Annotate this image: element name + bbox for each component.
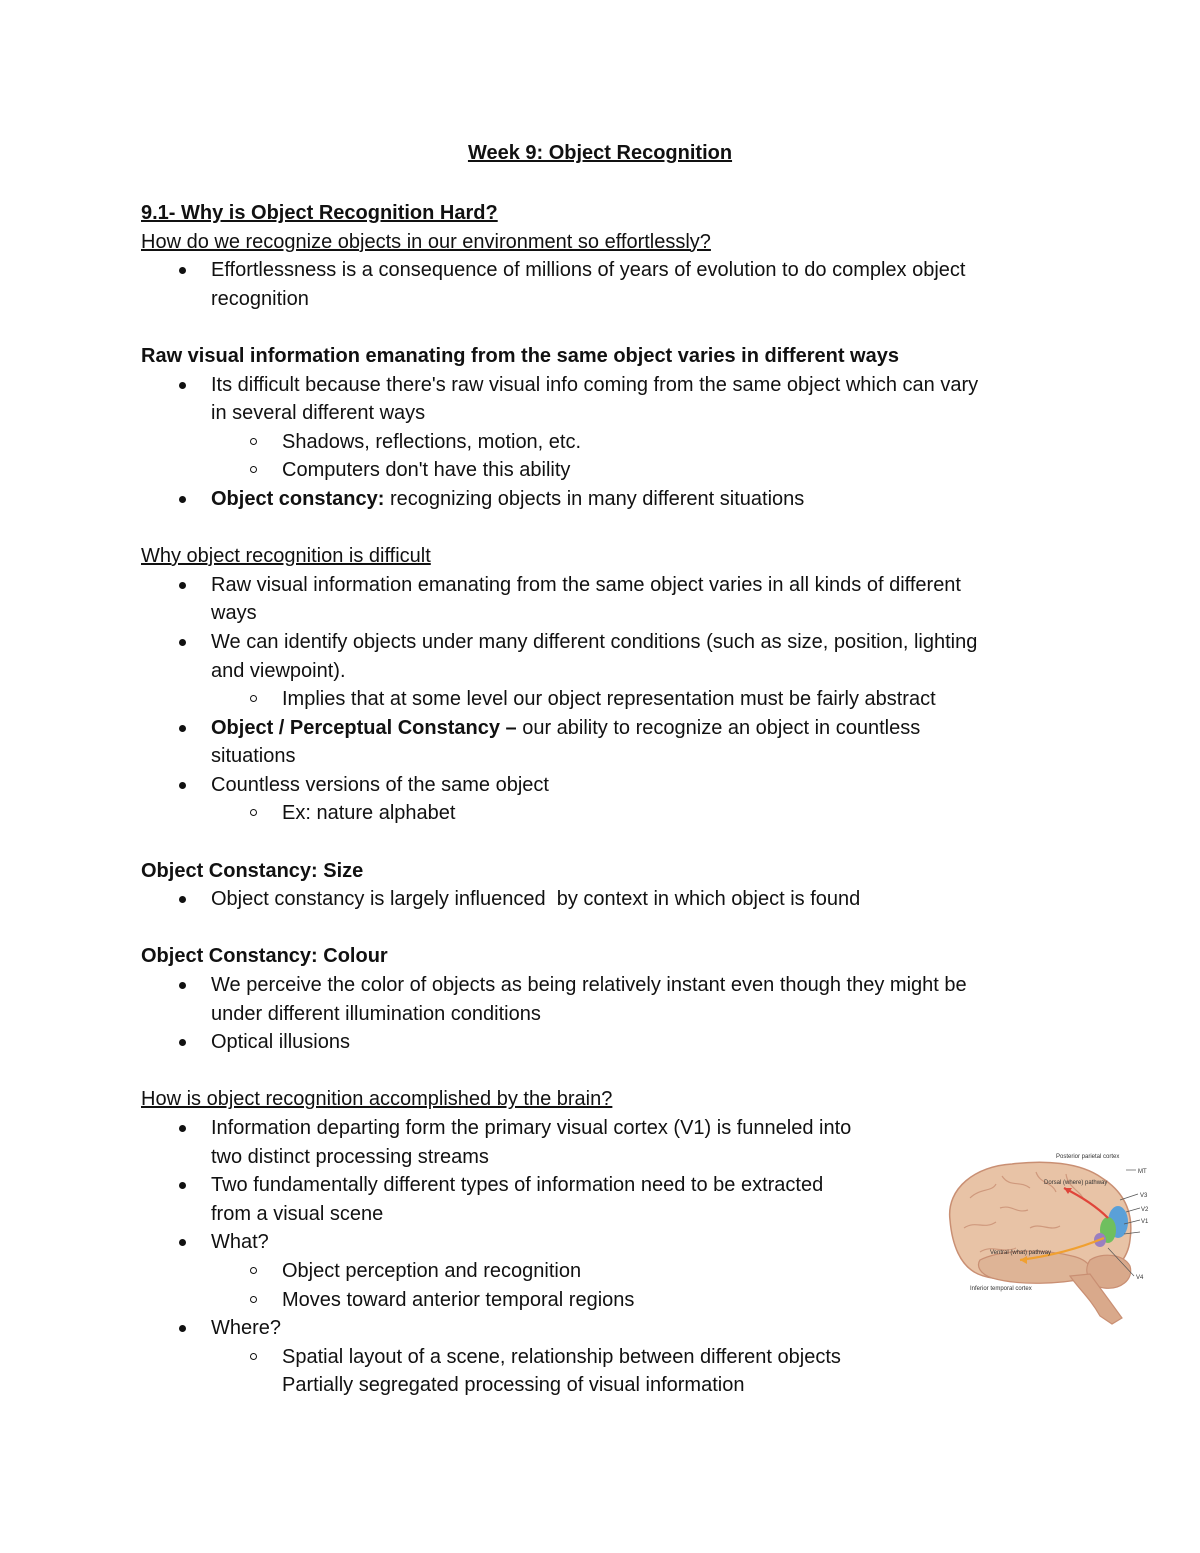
label-ventral-pathway: Ventral (what) pathway xyxy=(990,1250,1052,1256)
bullet-icon xyxy=(179,1039,186,1046)
bullet-icon xyxy=(179,639,186,646)
list-item: Object / Perceptual Constancy – our ability to recognize an object in countless situations xyxy=(141,714,1061,771)
list-item: Raw visual information emanating from the same object varies in all kinds of different ways xyxy=(141,571,1061,628)
list-item: We perceive the color of objects as being relatively instant even though they might be under different illumination conditions xyxy=(141,971,1061,1028)
list-item: Where? xyxy=(141,1314,1061,1343)
list-item: Two fundamentally different types of information need to be extracted from a visual scene xyxy=(141,1171,1061,1228)
list-item: We can identify objects under many different conditions (such as size, position, lighting and viewpoint). xyxy=(141,628,1061,685)
label-posterior-parietal: Posterior parietal cortex xyxy=(1056,1154,1120,1160)
sub-list-item: Moves toward anterior temporal regions xyxy=(141,1286,1061,1315)
circle-bullet-icon xyxy=(250,1353,257,1360)
bullet-icon xyxy=(179,1182,186,1189)
bullet-icon xyxy=(179,267,186,274)
bullet-icon xyxy=(179,725,186,732)
sub-list-item: Shadows, reflections, motion, etc. xyxy=(141,428,1061,457)
section-heading-raw-visual: Raw visual information emanating from the same object varies in different ways xyxy=(141,344,899,367)
list-item: Object constancy: recognizing objects in many different situations xyxy=(141,485,1061,514)
label-v4: V4 xyxy=(1136,1275,1144,1281)
label-mt: MT xyxy=(1138,1169,1147,1175)
circle-bullet-icon xyxy=(250,1296,257,1303)
circle-bullet-icon xyxy=(250,1267,257,1274)
section-heading-brain: How is object recognition accomplished by the brain? xyxy=(141,1088,613,1111)
list-item: Object constancy is largely influenced by context in which object is found xyxy=(141,885,1061,914)
circle-bullet-icon xyxy=(250,438,257,445)
term-perceptual-constancy: Object / Perceptual Constancy – xyxy=(211,716,517,739)
list-item: Effortlessness is a consequence of millions of years of evolution to do complex object recognition xyxy=(141,256,1061,313)
bullet-icon xyxy=(179,582,186,589)
list-item: Information departing form the primary visual cortex (V1) is funneled into two distinct processing streams xyxy=(141,1114,1061,1171)
label-v3: V3 xyxy=(1140,1193,1148,1199)
label-v1: V1 xyxy=(1141,1219,1149,1225)
sub-list-item: Ex: nature alphabet xyxy=(141,799,1061,828)
term-object-constancy: Object constancy: xyxy=(211,487,385,510)
label-v2: V2 xyxy=(1141,1207,1149,1213)
bullet-icon xyxy=(179,382,186,389)
sub-list-item: Computers don't have this ability xyxy=(141,456,1061,485)
list-item: Its difficult because there's raw visual info coming from the same object which can vary in several different ways xyxy=(141,371,1061,428)
page-title: Week 9: Object Recognition xyxy=(467,142,733,164)
notes-body xyxy=(141,199,1061,1400)
bullet-icon xyxy=(179,496,186,503)
label-dorsal-pathway: Dorsal (where) pathway xyxy=(1044,1180,1108,1186)
circle-bullet-icon xyxy=(250,466,257,473)
section-heading-9-1: 9.1- Why is Object Recognition Hard? xyxy=(141,202,498,224)
list-item: Optical illusions xyxy=(141,1028,1061,1057)
bullet-icon xyxy=(179,782,186,789)
brain-visual-pathways-figure xyxy=(940,1148,1165,1326)
sub-list-item: Object perception and recognition xyxy=(141,1257,1061,1286)
bullet-icon xyxy=(179,1125,186,1132)
bullet-icon xyxy=(179,982,186,989)
circle-bullet-icon xyxy=(250,695,257,702)
section-question: How do we recognize objects in our environment so effortlessly? xyxy=(141,230,711,253)
sub-list-item: Spatial layout of a scene, relationship between different objects Partially segregated processing of visual information xyxy=(141,1343,1061,1400)
list-item: Countless versions of the same object xyxy=(141,771,1061,800)
label-inferior-temporal: Inferior temporal cortex xyxy=(970,1286,1032,1292)
list-item: What? xyxy=(141,1228,1061,1257)
section-heading-size: Object Constancy: Size xyxy=(141,859,364,882)
bullet-icon xyxy=(179,1239,186,1246)
bullet-icon xyxy=(179,1325,186,1332)
section-heading-why-difficult: Why object recognition is difficult xyxy=(141,545,431,568)
circle-bullet-icon xyxy=(250,809,257,816)
section-heading-colour: Object Constancy: Colour xyxy=(141,945,388,968)
bullet-icon xyxy=(179,896,186,903)
sub-list-item: Implies that at some level our object representation must be fairly abstract xyxy=(141,685,1061,714)
